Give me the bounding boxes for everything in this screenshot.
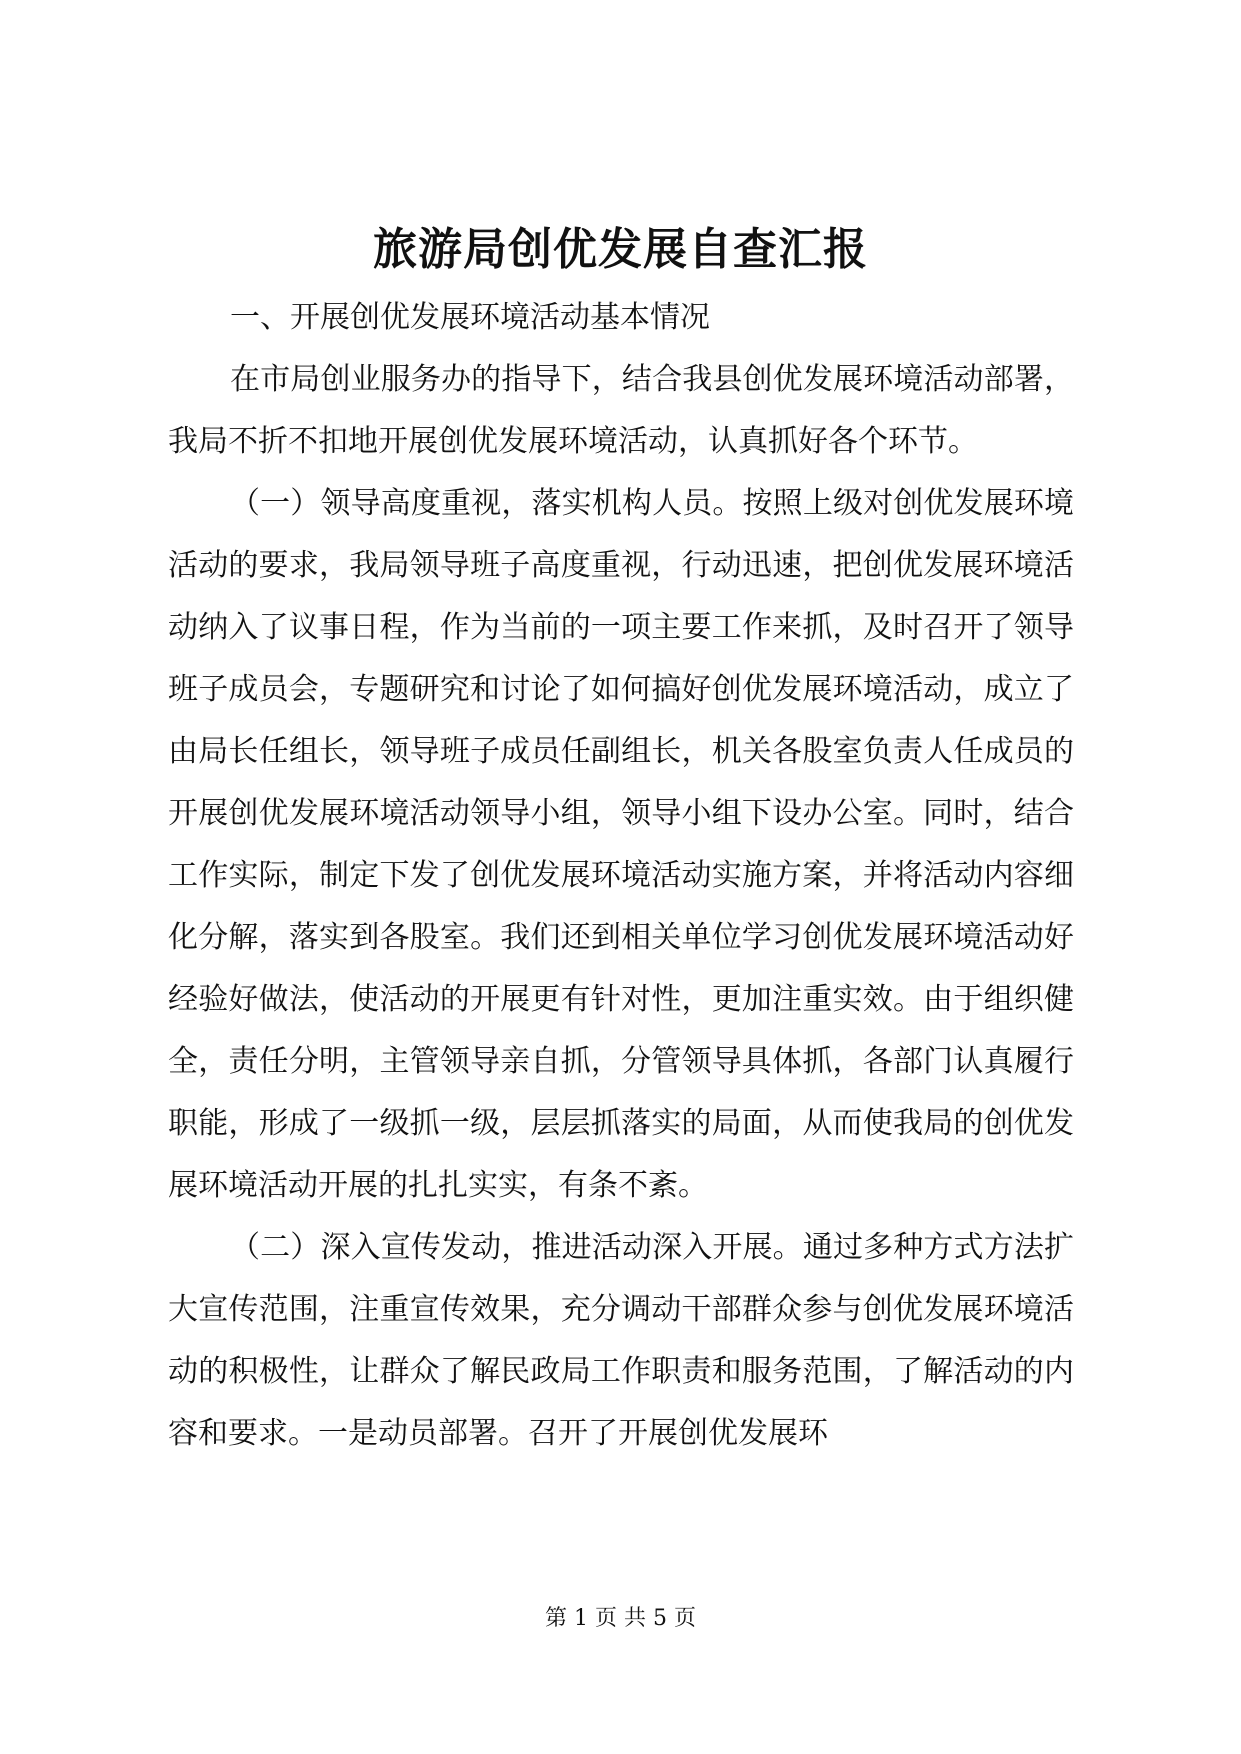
page-number-footer: 第 1 页 共 5 页 (545, 1606, 696, 1631)
paragraph-leadership: （一）领导高度重视，落实机构人员。按照上级对创优发展环境活动的要求，我局领导班子高度重视，行动迅速，把创优发展环境活动纳入了议事日程，作为当前的一项主要工作来抓，及时召开了领导班子成员会，专题研究和讨论了如何搞好创优发展环境活动，成立了由局长任组长，领导班子成员任副组长，机关各股室负责人任成员的开展创优发展环境活动领导小组，领导小组下设办公室。同时，结合工作实际，制定下发了创优发展环境活动实施方案，并将活动内容细化分解，落实到各股室。我们还到相关单位学习创优发展环境活动好经验好做法，使活动的开展更有针对性，更加注重实效。由于组织健全，责任分明，主管领导亲自抓，分管领导具体抓，各部门认真履行职能，形成了一级抓一级，层层抓落实的局面，从而使我局的创优发展环境活动开展的扎扎实实，有条不紊。 (168, 486, 1074, 1203)
paragraph-publicity: （二）深入宣传发动，推进活动深入开展。通过多种方式方法扩大宣传范围，注重宣传效果，充分调动干部群众参与创优发展环境活动的积极性，让群众了解民政局工作职责和服务范围，了解活动的内容和要求。一是动员部署。召开了开展创优发展环 (168, 1230, 1074, 1451)
section-heading: 一、开展创优发展环境活动基本情况 (230, 300, 710, 335)
document-title: 旅游局创优发展自查汇报 (373, 224, 868, 275)
document-body (168, 287, 1074, 1465)
paragraph-intro: 在市局创业服务办的指导下，结合我县创优发展环境活动部署，我局不折不扣地开展创优发展环境活动，认真抓好各个环节。 (168, 362, 1074, 459)
